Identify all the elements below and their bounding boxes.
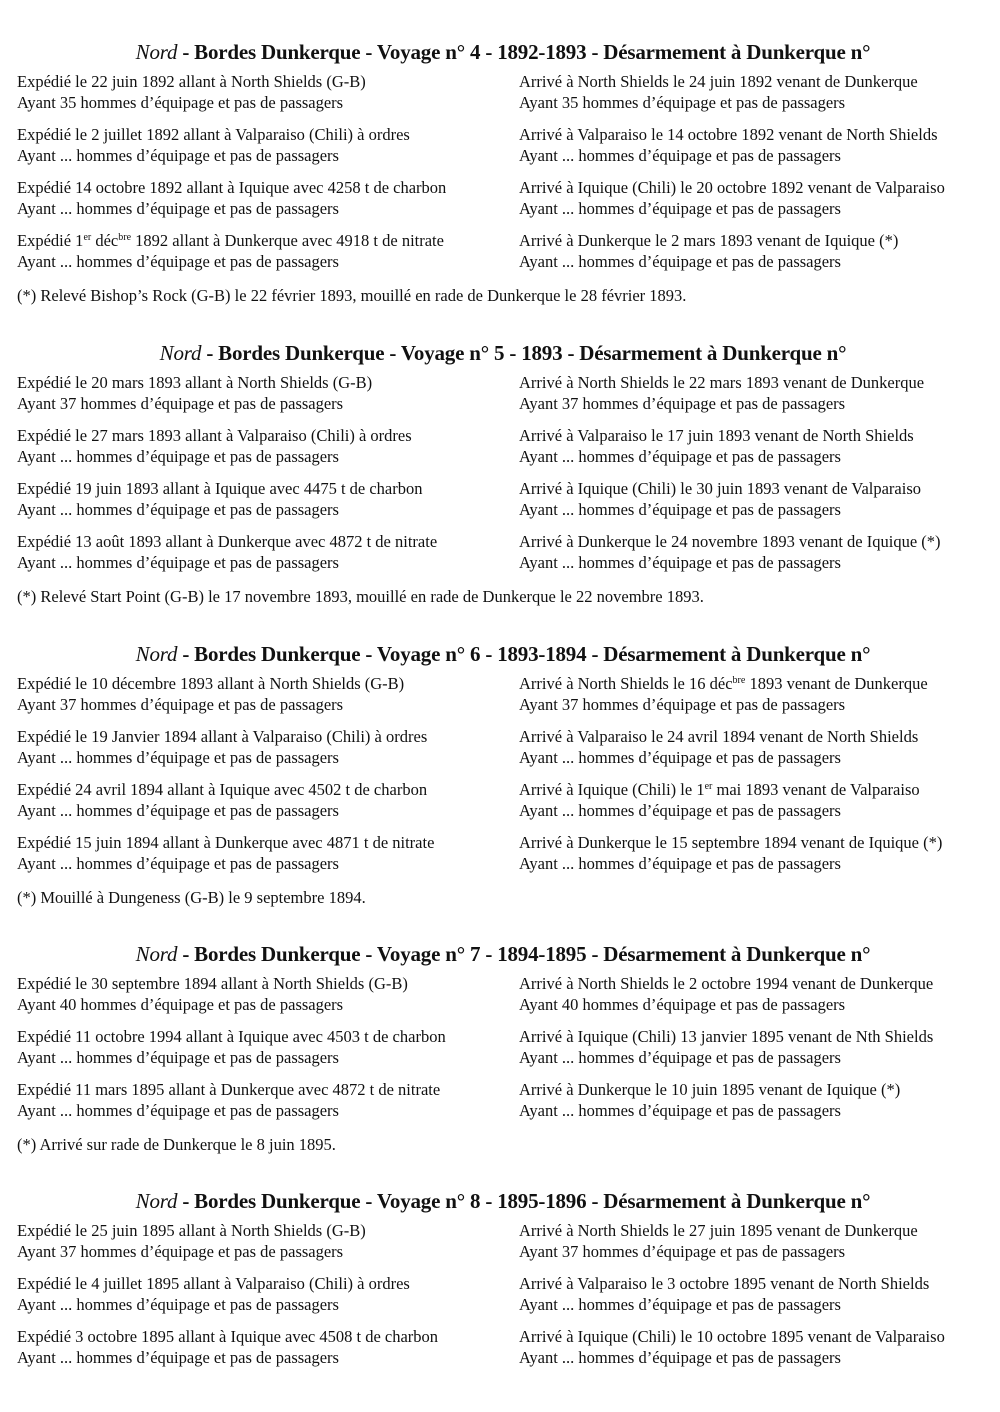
arrival-entry bbox=[519, 124, 938, 166]
voyage-section bbox=[0, 1186, 1000, 1379]
ship-name: Nord bbox=[135, 40, 178, 64]
text-segment: Expédié le 27 mars 1893 allant à Valparaiso (Chili) à ordres bbox=[17, 426, 412, 445]
voyage-legs bbox=[0, 673, 1000, 885]
departure-entry bbox=[17, 1273, 410, 1315]
departure-event-line bbox=[17, 832, 434, 853]
text-segment: déc bbox=[91, 231, 119, 250]
arrival-entry bbox=[519, 832, 942, 874]
departure-entry bbox=[17, 531, 437, 573]
leg-row bbox=[0, 1026, 1000, 1079]
text-segment: Arrivé à Iquique (Chili) le 20 octobre 1892 venant de Valparaiso bbox=[519, 178, 945, 197]
departure-entry bbox=[17, 1079, 440, 1121]
arrival-event-line bbox=[519, 124, 938, 145]
text-segment: Arrivé à Valparaiso le 14 octobre 1892 venant de North Shields bbox=[519, 125, 938, 144]
departure-crew-line: Ayant ... hommes d’équipage et pas de passagers bbox=[17, 1348, 339, 1367]
departure-event-line bbox=[17, 230, 444, 251]
arrival-entry bbox=[519, 1273, 929, 1315]
ship-name: Nord bbox=[159, 341, 202, 365]
text-segment: Arrivé à North Shields le 24 juin 1892 venant de Dunkerque bbox=[519, 72, 918, 91]
departure-event-line bbox=[17, 1273, 410, 1294]
text-segment: Expédié le 30 septembre 1894 allant à North Shields (G-B) bbox=[17, 974, 408, 993]
arrival-crew-line: Ayant 35 hommes d’équipage et pas de passagers bbox=[519, 93, 846, 112]
departure-entry bbox=[17, 832, 434, 874]
departure-event-line bbox=[17, 71, 366, 92]
departure-event-line bbox=[17, 1079, 440, 1100]
text-segment: Arrivé à Dunkerque le 15 septembre 1894 venant de Iquique (*) bbox=[519, 833, 943, 852]
arrival-entry bbox=[519, 779, 920, 821]
arrival-crew-line: Ayant ... hommes d’équipage et pas de passagers bbox=[519, 199, 841, 218]
departure-entry bbox=[17, 71, 366, 113]
arrival-crew-line: Ayant ... hommes d’équipage et pas de passagers bbox=[519, 1348, 841, 1367]
arrival-crew-line: Ayant ... hommes d’équipage et pas de passagers bbox=[519, 801, 841, 820]
arrival-event-line bbox=[519, 973, 933, 994]
departure-event-line bbox=[17, 478, 423, 499]
text-segment: Arrivé à North Shields le 27 juin 1895 venant de Dunkerque bbox=[519, 1221, 918, 1240]
arrival-event-line bbox=[519, 726, 918, 747]
arrival-event-line bbox=[519, 372, 924, 393]
text-segment: Expédié le 2 juillet 1892 allant à Valparaiso (Chili) à ordres bbox=[17, 125, 410, 144]
departure-event-line bbox=[17, 973, 408, 994]
departure-crew-line: Ayant ... hommes d’équipage et pas de passagers bbox=[17, 1048, 339, 1067]
text-segment: Expédié 1 bbox=[17, 231, 84, 250]
text-segment: Expédié 11 octobre 1994 allant à Iquique avec 4503 t de charbon bbox=[17, 1027, 446, 1046]
leg-row bbox=[0, 71, 1000, 124]
arrival-event-line bbox=[519, 425, 914, 446]
arrival-crew-line: Ayant 37 hommes d’équipage et pas de passagers bbox=[519, 394, 846, 413]
text-segment: Arrivé à Valparaiso le 3 octobre 1895 venant de North Shields bbox=[519, 1274, 930, 1293]
voyage-section bbox=[0, 338, 1000, 606]
leg-row bbox=[0, 726, 1000, 779]
text-segment: Expédié le 22 juin 1892 allant à North Shields (G-B) bbox=[17, 72, 366, 91]
voyage-title bbox=[6, 1186, 1000, 1216]
voyage-title bbox=[6, 338, 1000, 368]
departure-crew-line: Ayant ... hommes d’équipage et pas de passagers bbox=[17, 199, 339, 218]
arrival-entry bbox=[519, 71, 918, 113]
superscript-text: bre bbox=[118, 232, 132, 243]
departure-crew-line: Ayant 40 hommes d’équipage et pas de passagers bbox=[17, 995, 344, 1014]
footnote: (*) Relevé Start Point (G-B) le 17 novembre 1893, mouillé en rade de Dunkerque le 22 novembre 1893. bbox=[17, 587, 704, 606]
arrival-crew-line: Ayant ... hommes d’équipage et pas de passagers bbox=[519, 146, 841, 165]
departure-entry bbox=[17, 372, 372, 414]
arrival-crew-line: Ayant ... hommes d’équipage et pas de passagers bbox=[519, 1101, 841, 1120]
arrival-event-line bbox=[519, 478, 921, 499]
text-segment: Expédié 24 avril 1894 allant à Iquique avec 4502 t de charbon bbox=[17, 780, 428, 799]
voyage-section bbox=[0, 939, 1000, 1154]
text-segment: Arrivé à Iquique (Chili) le 10 octobre 1895 venant de Valparaiso bbox=[519, 1327, 945, 1346]
arrival-crew-line: Ayant ... hommes d’équipage et pas de passagers bbox=[519, 500, 841, 519]
arrival-entry bbox=[519, 230, 898, 272]
arrival-entry bbox=[519, 973, 933, 1015]
leg-row bbox=[0, 779, 1000, 832]
voyage-heading-text: - Bordes Dunkerque - Voyage n° 6 - 1893-1894 - Désarmement à Dunkerque n° bbox=[177, 642, 871, 666]
text-segment: Expédié le 10 décembre 1893 allant à North Shields (G-B) bbox=[17, 674, 405, 693]
arrival-crew-line: Ayant 40 hommes d’équipage et pas de passagers bbox=[519, 995, 846, 1014]
arrival-event-line bbox=[519, 230, 898, 251]
departure-crew-line: Ayant 35 hommes d’équipage et pas de passagers bbox=[17, 93, 344, 112]
voyage-heading-text: - Bordes Dunkerque - Voyage n° 7 - 1894-1895 - Désarmement à Dunkerque n° bbox=[177, 942, 871, 966]
departure-crew-line: Ayant ... hommes d’équipage et pas de passagers bbox=[17, 801, 339, 820]
text-segment: Expédié le 19 Janvier 1894 allant à Valparaiso (Chili) à ordres bbox=[17, 727, 428, 746]
arrival-event-line bbox=[519, 1326, 945, 1347]
voyage-legs bbox=[0, 372, 1000, 584]
arrival-event-line bbox=[519, 1079, 900, 1100]
voyage-title bbox=[6, 37, 1000, 67]
text-segment: 1893 venant de Dunkerque bbox=[745, 674, 928, 693]
footnote: (*) Mouillé à Dungeness (G-B) le 9 septembre 1894. bbox=[17, 888, 366, 907]
departure-event-line bbox=[17, 531, 437, 552]
ship-name: Nord bbox=[135, 1189, 178, 1213]
leg-row bbox=[0, 531, 1000, 584]
text-segment: Arrivé à Iquique (Chili) 13 janvier 1895 venant de Nth Shields bbox=[519, 1027, 934, 1046]
departure-crew-line: Ayant ... hommes d’équipage et pas de passagers bbox=[17, 447, 339, 466]
departure-entry bbox=[17, 124, 410, 166]
superscript-text: er bbox=[83, 232, 92, 243]
departure-event-line bbox=[17, 726, 427, 747]
departure-event-line bbox=[17, 779, 427, 800]
arrival-crew-line: Ayant ... hommes d’équipage et pas de passagers bbox=[519, 748, 841, 767]
departure-crew-line: Ayant ... hommes d’équipage et pas de passagers bbox=[17, 1101, 339, 1120]
voyage-section bbox=[0, 37, 1000, 305]
departure-event-line bbox=[17, 124, 410, 145]
voyage-legs bbox=[0, 71, 1000, 283]
departure-entry bbox=[17, 779, 427, 821]
arrival-event-line bbox=[519, 177, 945, 198]
text-segment: Arrivé à Dunkerque le 24 novembre 1893 venant de Iquique (*) bbox=[519, 532, 941, 551]
voyage-title bbox=[6, 639, 1000, 669]
text-segment: mai 1893 venant de Valparaiso bbox=[712, 780, 920, 799]
text-segment: Expédié le 25 juin 1895 allant à North Shields (G-B) bbox=[17, 1221, 366, 1240]
arrival-crew-line: Ayant ... hommes d’équipage et pas de passagers bbox=[519, 447, 841, 466]
text-segment: Expédié le 4 juillet 1895 allant à Valparaiso (Chili) à ordres bbox=[17, 1274, 410, 1293]
leg-row bbox=[0, 1079, 1000, 1132]
leg-row bbox=[0, 230, 1000, 283]
departure-crew-line: Ayant 37 hommes d’équipage et pas de passagers bbox=[17, 1242, 344, 1261]
departure-event-line bbox=[17, 1326, 438, 1347]
departure-entry bbox=[17, 478, 423, 520]
departure-crew-line: Ayant 37 hommes d’équipage et pas de passagers bbox=[17, 394, 344, 413]
arrival-crew-line: Ayant ... hommes d’équipage et pas de passagers bbox=[519, 1048, 841, 1067]
leg-row bbox=[0, 425, 1000, 478]
departure-crew-line: Ayant ... hommes d’équipage et pas de passagers bbox=[17, 252, 339, 271]
leg-row bbox=[0, 1326, 1000, 1379]
arrival-entry bbox=[519, 478, 921, 520]
departure-crew-line: Ayant ... hommes d’équipage et pas de passagers bbox=[17, 500, 339, 519]
arrival-entry bbox=[519, 673, 928, 715]
departure-entry bbox=[17, 230, 444, 272]
departure-event-line bbox=[17, 372, 372, 393]
arrival-entry bbox=[519, 1079, 900, 1121]
arrival-entry bbox=[519, 372, 924, 414]
arrival-crew-line: Ayant 37 hommes d’équipage et pas de passagers bbox=[519, 1242, 846, 1261]
text-segment: Expédié 3 octobre 1895 allant à Iquique avec 4508 t de charbon bbox=[17, 1327, 439, 1346]
footnote: (*) Relevé Bishop’s Rock (G-B) le 22 février 1893, mouillé en rade de Dunkerque le 28 février 1893. bbox=[17, 286, 687, 305]
arrival-event-line bbox=[519, 832, 942, 853]
arrival-event-line bbox=[519, 1026, 933, 1047]
departure-entry bbox=[17, 177, 446, 219]
departure-event-line bbox=[17, 425, 412, 446]
text-segment: Expédié 15 juin 1894 allant à Dunkerque avec 4871 t de nitrate bbox=[17, 833, 435, 852]
departure-crew-line: Ayant ... hommes d’équipage et pas de passagers bbox=[17, 553, 339, 572]
superscript-text: bre bbox=[732, 675, 746, 686]
text-segment: Arrivé à North Shields le 2 octobre 1994 venant de Dunkerque bbox=[519, 974, 934, 993]
departure-crew-line: Ayant ... hommes d’équipage et pas de passagers bbox=[17, 854, 339, 873]
text-segment: Expédié le 20 mars 1893 allant à North Shields (G-B) bbox=[17, 373, 373, 392]
arrival-entry bbox=[519, 177, 945, 219]
arrival-entry bbox=[519, 1326, 945, 1368]
departure-entry bbox=[17, 1026, 446, 1068]
voyage-heading-text: - Bordes Dunkerque - Voyage n° 8 - 1895-1896 - Désarmement à Dunkerque n° bbox=[177, 1189, 871, 1213]
departure-event-line bbox=[17, 673, 404, 694]
arrival-entry bbox=[519, 1026, 933, 1068]
leg-row bbox=[0, 973, 1000, 1026]
voyage-legs bbox=[0, 973, 1000, 1132]
departure-crew-line: Ayant ... hommes d’équipage et pas de passagers bbox=[17, 748, 339, 767]
leg-row bbox=[0, 1273, 1000, 1326]
leg-row bbox=[0, 372, 1000, 425]
text-segment: Expédié 19 juin 1893 allant à Iquique avec 4475 t de charbon bbox=[17, 479, 423, 498]
voyage-heading-text: - Bordes Dunkerque - Voyage n° 4 - 1892-1893 - Désarmement à Dunkerque n° bbox=[177, 40, 871, 64]
leg-row bbox=[0, 478, 1000, 531]
leg-row bbox=[0, 1220, 1000, 1273]
departure-event-line bbox=[17, 177, 446, 198]
arrival-crew-line: Ayant ... hommes d’équipage et pas de passagers bbox=[519, 252, 841, 271]
text-segment: Arrivé à North Shields le 22 mars 1893 venant de Dunkerque bbox=[519, 373, 925, 392]
arrival-event-line bbox=[519, 1273, 929, 1294]
arrival-event-line bbox=[519, 1220, 918, 1241]
ship-name: Nord bbox=[135, 942, 178, 966]
arrival-event-line bbox=[519, 71, 918, 92]
arrival-crew-line: Ayant ... hommes d’équipage et pas de passagers bbox=[519, 854, 841, 873]
departure-entry bbox=[17, 673, 404, 715]
departure-event-line bbox=[17, 1026, 446, 1047]
text-segment: 1892 allant à Dunkerque avec 4918 t de nitrate bbox=[131, 231, 444, 250]
leg-row bbox=[0, 177, 1000, 230]
arrival-event-line bbox=[519, 673, 928, 694]
departure-entry bbox=[17, 973, 408, 1015]
voyage-heading-text: - Bordes Dunkerque - Voyage n° 5 - 1893 - Désarmement à Dunkerque n° bbox=[201, 341, 847, 365]
text-segment: Arrivé à Dunkerque le 2 mars 1893 venant de Iquique (*) bbox=[519, 231, 899, 250]
text-segment: Arrivé à Valparaiso le 17 juin 1893 venant de North Shields bbox=[519, 426, 914, 445]
arrival-entry bbox=[519, 425, 914, 467]
departure-event-line bbox=[17, 1220, 366, 1241]
departure-crew-line: Ayant 37 hommes d’équipage et pas de passagers bbox=[17, 695, 344, 714]
departure-crew-line: Ayant ... hommes d’équipage et pas de passagers bbox=[17, 1295, 339, 1314]
text-segment: Expédié 14 octobre 1892 allant à Iquique avec 4258 t de charbon bbox=[17, 178, 447, 197]
departure-entry bbox=[17, 726, 427, 768]
text-segment: Arrivé à Valparaiso le 24 avril 1894 venant de North Shields bbox=[519, 727, 919, 746]
voyage-legs bbox=[0, 1220, 1000, 1379]
departure-entry bbox=[17, 1220, 366, 1262]
ship-name: Nord bbox=[135, 642, 178, 666]
arrival-event-line bbox=[519, 531, 941, 552]
leg-row bbox=[0, 124, 1000, 177]
superscript-text: er bbox=[704, 781, 713, 792]
departure-entry bbox=[17, 425, 412, 467]
text-segment: Arrivé à Iquique (Chili) le 30 juin 1893 venant de Valparaiso bbox=[519, 479, 922, 498]
departure-crew-line: Ayant ... hommes d’équipage et pas de passagers bbox=[17, 146, 339, 165]
leg-row bbox=[0, 832, 1000, 885]
arrival-crew-line: Ayant ... hommes d’équipage et pas de passagers bbox=[519, 1295, 841, 1314]
departure-entry bbox=[17, 1326, 438, 1368]
voyage-section bbox=[0, 639, 1000, 907]
text-segment: Arrivé à Dunkerque le 10 juin 1895 venant de Iquique (*) bbox=[519, 1080, 901, 1099]
arrival-entry bbox=[519, 1220, 918, 1262]
footnote: (*) Arrivé sur rade de Dunkerque le 8 juin 1895. bbox=[17, 1135, 336, 1154]
text-segment: Expédié 13 août 1893 allant à Dunkerque avec 4872 t de nitrate bbox=[17, 532, 438, 551]
leg-row bbox=[0, 673, 1000, 726]
voyage-title bbox=[6, 939, 1000, 969]
text-segment: Expédié 11 mars 1895 allant à Dunkerque avec 4872 t de nitrate bbox=[17, 1080, 441, 1099]
arrival-crew-line: Ayant ... hommes d’équipage et pas de passagers bbox=[519, 553, 841, 572]
arrival-entry bbox=[519, 726, 918, 768]
arrival-entry bbox=[519, 531, 941, 573]
text-segment: Arrivé à Iquique (Chili) le 1 bbox=[519, 780, 705, 799]
arrival-crew-line: Ayant 37 hommes d’équipage et pas de passagers bbox=[519, 695, 846, 714]
arrival-event-line bbox=[519, 779, 920, 800]
text-segment: Arrivé à North Shields le 16 déc bbox=[519, 674, 733, 693]
